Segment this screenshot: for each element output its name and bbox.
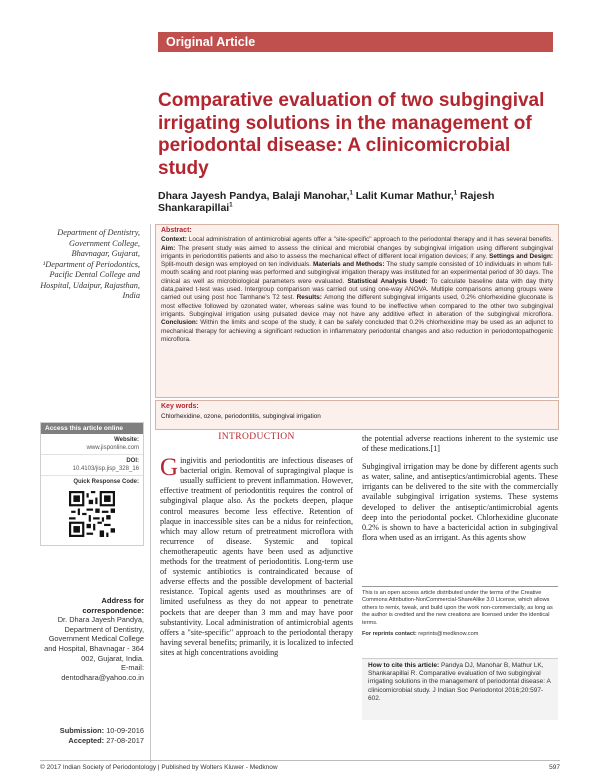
reprints bbox=[362, 631, 558, 638]
intro-column bbox=[160, 432, 353, 658]
license-text: This is an open access article distributed under the terms of the Creative Commons Attribution-NonCommercial-ShareAlike 3.0 License, which allows others to remix, tweak, and build upon the work non-commercially, as long as the author is credited and the new creations are licensed under the identical terms. bbox=[362, 590, 553, 626]
conclusion-text: Within the limits and scope of the study, it can be safely concluded that 0.2% chlorhexidine may be used as an adjunct to mechanical therapy for achieving a significant reduction in inflammatory periodontal changes and also reduction in periodontopathogenic microflora. bbox=[161, 319, 553, 343]
results-text: Among the different subgingival irrigants used, 0.2% chlorhexidine gluconate is most effective followed by ozonated water, whereas saline was found to be ineffective when compared to the other two subgingival irrigants. Subgingival irrigation using pulsated device may not have any additive effect in alteration of the subgingival microflora. bbox=[161, 294, 553, 318]
affiliation: Department of Dentistry, Government College, Bhavnagar, Gujarat, ¹Department of Periodontics, Pacific Dental College and Hospital, Udaipur, Rajasthan, India bbox=[40, 228, 140, 300]
keywords-text: Chlorhexidine, ozone, periodontitis, subgingival irrigation bbox=[161, 413, 321, 421]
settings-label: Settings and Design: bbox=[489, 252, 553, 260]
context-label: Context: bbox=[161, 236, 187, 244]
accepted-date: 27-08-2017 bbox=[106, 736, 144, 745]
stats-label: Statistical Analysis Used: bbox=[347, 277, 428, 285]
author-name: Rajesh Shankarapillai bbox=[158, 190, 495, 214]
reprints-label: For reprints contact: bbox=[362, 631, 417, 638]
access-header: Access this article online bbox=[41, 423, 143, 434]
website-row bbox=[41, 434, 143, 455]
abstract-label: Abstract: bbox=[161, 227, 192, 234]
author-name: Lalit Kumar Mathur, bbox=[355, 190, 454, 202]
website-label: Website: bbox=[114, 437, 139, 443]
keywords-label: Key words: bbox=[161, 403, 199, 410]
author-list bbox=[158, 190, 558, 214]
qr-label: Quick Response Code: bbox=[73, 479, 139, 485]
doi-row bbox=[41, 455, 143, 476]
intro-text: ingivitis and periodontitis are infectious diseases of bacterial origin. Removal of supragingival plaque is usually sufficient to prevent inflammation. However, effective treatment of periodontitis requires the control of subgingival plaque also. As the pockets deepen, plaque control measures become less effective. Retention of plaque in inaccessible sites can be a nidus for reinfection, which may allow return of pretreatment microflora with recurrence of disease. Systemic and topical chemotherapeutic agents have been used as adjunctive methods for the treatment of periodontitis. Long-term use of systemic antibiotics is contraindicated because of adverse effects and the possible development of bacterial resistance. Topical agents used as mouthrinses are of limited usefulness as they do not appear to penetrate pockets that are deeper than 3 mm and may have poor substantivity. Local administration of antimicrobial agents offers a "site-specific" approach to the periodontal therapy having several benefits; primarily, it is localized to infected sites at high concentrations avoiding bbox=[160, 456, 353, 657]
correspondence-name: Dr. Dhara Jayesh Pandya, bbox=[57, 615, 144, 625]
citation-box bbox=[362, 658, 558, 720]
page-footer bbox=[40, 760, 560, 771]
column-divider bbox=[150, 224, 151, 762]
reprints-email[interactable]: reprints@medknow.com bbox=[418, 631, 479, 638]
doi-value[interactable]: 10.4103/jisp.jisp_328_16 bbox=[72, 465, 139, 472]
submission-date: 10-09-2016 bbox=[106, 726, 144, 735]
doi-label: DOI: bbox=[126, 458, 139, 464]
article-title: Comparative evaluation of two subgingival irrigating solutions in the management of periodontal disease: A clinicomicrobial study bbox=[158, 90, 545, 179]
cite-label: How to cite this article: bbox=[368, 662, 440, 669]
license-note bbox=[362, 586, 558, 638]
author-name: Balaji Manohar, bbox=[272, 190, 350, 202]
page-number: 597 bbox=[549, 764, 560, 771]
accepted-label: Accepted: bbox=[68, 736, 105, 745]
drop-cap: G bbox=[160, 454, 179, 482]
context-text: Local administration of antimicrobial agents offer a "site-specific" approach to the periodontal therapy and it has several benefits. bbox=[188, 236, 553, 244]
paragraph: Subgingival irrigation may be done by different agents such as water, saline, and antiseptics/antimicrobial agents. These irrigants can be delivered to the site with the commercially available subgingival irrigation systems. These systems developed to deliver the antiseptic/antimicrobial agents deep into the periodontal pocket. Chlorhexidine gluconate 0.2% is shown to have a bactericidal action in subgingival flora when used as an irrigant. As this agents show bbox=[362, 462, 558, 542]
stats-text: To calculate baseline data with day thirty data,paired t-test was used. Intergroup comparison was carried out using one-way ANOVA. Multiple comparisons among groups were carried out using post hoc Tamhane's T2 test. bbox=[161, 277, 554, 302]
qr-row bbox=[41, 476, 143, 545]
correspondence-label: Address for correspondence: bbox=[82, 596, 144, 615]
cite-text: Pandya DJ, Manohar B, Mathur LK, Shankarapillai R. Comparative evaluation of two subgingival irrigating solutions in the management of periodontal disease: A clinicomicrobial study. J Indian Soc Periodontol 2016;20:597-602. bbox=[368, 662, 551, 702]
settings-text: Split-mouth design was employed on ten individuals. bbox=[161, 261, 311, 269]
results-label: Results: bbox=[296, 294, 322, 302]
abstract-box bbox=[155, 224, 559, 398]
author-affil-mark: 1 bbox=[349, 190, 353, 197]
aim-text: The present study was aimed to assess the clinical and microbial changes by subgingival irrigation using different subgingival irrigants in periodontitis patients and also to assess the mechanical effect of different local irrigation devices; if any. bbox=[161, 244, 553, 260]
section-tag: Original Article bbox=[158, 32, 553, 52]
right-column bbox=[362, 434, 558, 551]
dates bbox=[40, 726, 144, 746]
submission-label: Submission: bbox=[59, 726, 105, 735]
conclusion-label: Conclusion: bbox=[161, 319, 198, 327]
access-box bbox=[40, 422, 144, 546]
methods-label: Materials and Methods: bbox=[312, 261, 385, 269]
correspondence-address: Department of Dentistry, Government Medical College and Hospital, Bhavnagar - 364 002, Gujarat, India. bbox=[44, 624, 144, 663]
footer-copyright: © 2017 Indian Society of Periodontology | Published by Wolters Kluwer - Medknow bbox=[40, 764, 278, 771]
correspondence-email[interactable]: E-mail: dentodhara@yahoo.co.in bbox=[61, 663, 144, 682]
author-affil-mark: 1 bbox=[453, 190, 458, 197]
keywords-box bbox=[155, 400, 559, 430]
paragraph: the potential adverse reactions inherent to the systemic use of these medications.[1] bbox=[362, 434, 558, 454]
website-link[interactable]: www.jisponline.com bbox=[86, 444, 139, 451]
aim-label: Aim: bbox=[161, 244, 176, 252]
author-name: Dhara Jayesh Pandya, bbox=[158, 190, 270, 202]
author-affil-mark: 1 bbox=[229, 202, 233, 209]
intro-heading: INTRODUCTION bbox=[218, 432, 295, 442]
methods-text: The study sample consisted of 10 individuals in whom full-mouth scaling and root planing was performed and subgingival irrigation therapy was instituted for an experimental period of 30 days. The clinical as well as microbiological parameters were evaluated. bbox=[161, 261, 553, 285]
correspondence bbox=[40, 596, 144, 682]
qr-code-icon[interactable] bbox=[69, 491, 115, 537]
